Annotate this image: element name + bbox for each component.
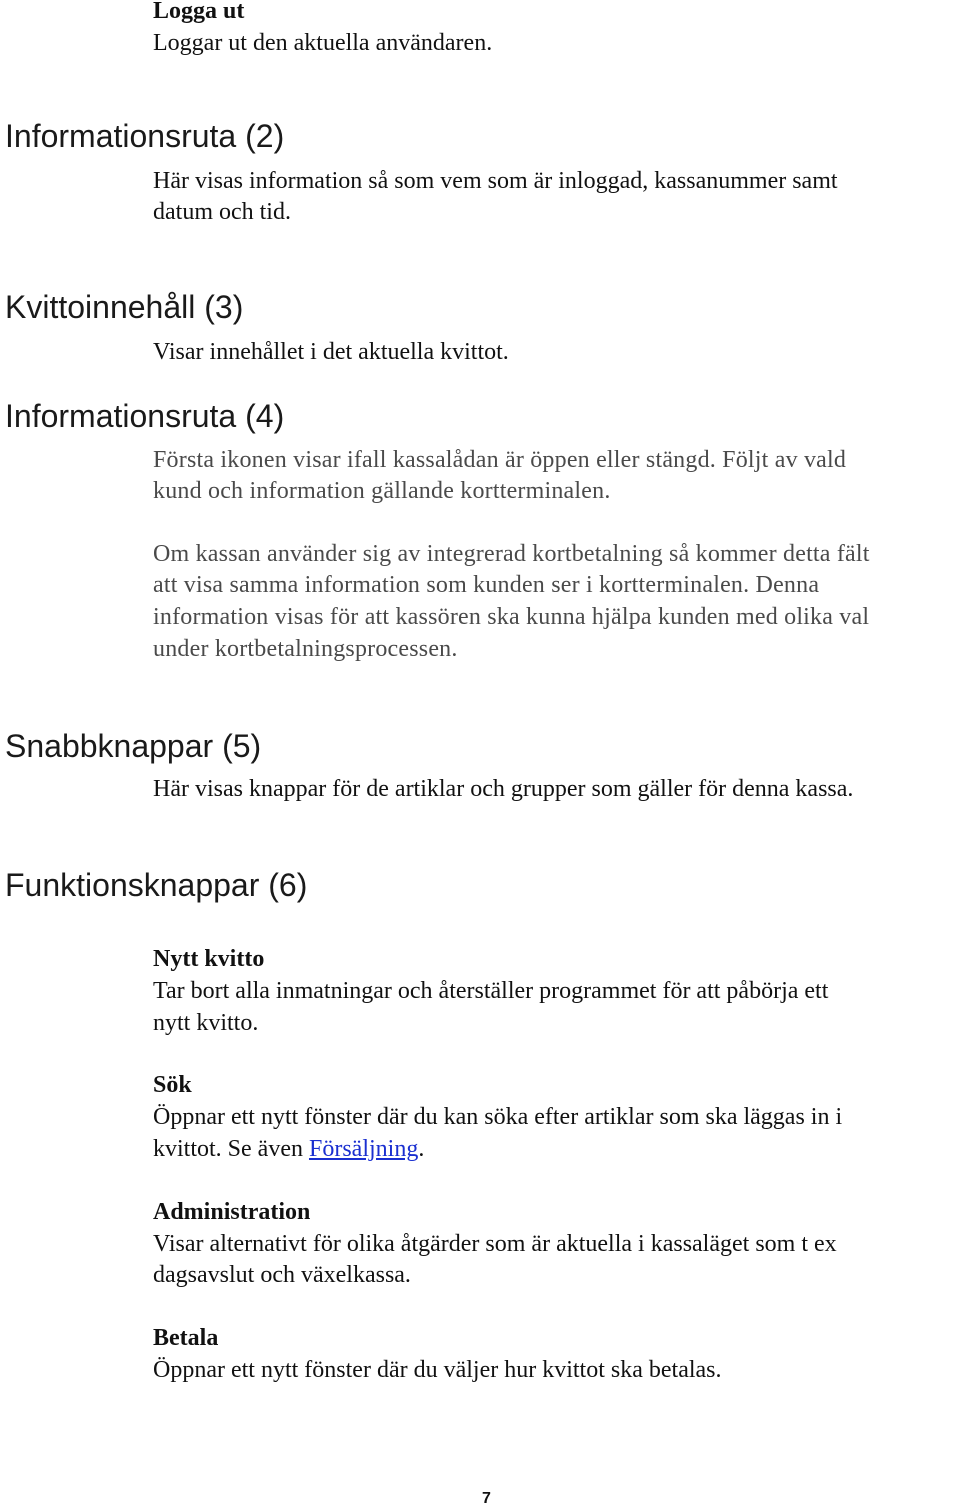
info-box-4-p2-line4: under kortbetalningsprocessen. xyxy=(153,636,458,662)
info-box-4-p2-line1: Om kassan använder sig av integrerad kortbetalning så kommer detta fält xyxy=(153,541,870,567)
info-box-4-p2-line3: information visas för att kassören ska kunna hjälpa kunden med olika val xyxy=(153,604,870,630)
administration-title: Administration xyxy=(153,1199,311,1225)
receipt-content-3-heading: Kvittoinnehåll (3) xyxy=(5,289,244,325)
search-title: Sök xyxy=(153,1072,192,1098)
function-buttons-6-heading: Funktionsknappar (6) xyxy=(5,867,308,903)
info-box-4-p2-line2: att visa samma information som kunden ser i kortterminalen. Denna xyxy=(153,572,820,598)
info-box-2-desc-line2: datum och tid. xyxy=(153,199,291,225)
sales-link[interactable]: Försäljning xyxy=(308,1136,419,1162)
info-box-4-p1-line1: Första ikonen visar ifall kassalådan är öppen eller stängd. Följt av vald xyxy=(153,447,847,473)
pay-title: Betala xyxy=(153,1325,219,1351)
info-box-2-desc-line1: Här visas information så som vem som är inloggad, kassanummer samt xyxy=(153,168,838,194)
logout-title: Logga ut xyxy=(153,0,245,24)
page-number: 7 xyxy=(482,1490,491,1507)
receipt-content-3-desc: Visar innehållet i det aktuella kvittot. xyxy=(153,339,509,365)
info-box-2-heading: Informationsruta (2) xyxy=(5,118,285,154)
search-desc-line2 xyxy=(153,1134,958,1165)
quick-buttons-5-heading: Snabbknappar (5) xyxy=(5,728,262,764)
quick-buttons-5-desc: Här visas knappar för de artiklar och grupper som gäller för denna kassa. xyxy=(153,776,854,802)
new-receipt-title: Nytt kvitto xyxy=(153,946,265,972)
new-receipt-desc-line1: Tar bort alla inmatningar och återställer programmet för att påbörja ett xyxy=(153,978,829,1004)
logout-description: Loggar ut den aktuella användaren. xyxy=(153,30,493,56)
info-box-4-heading: Informationsruta (4) xyxy=(5,398,285,434)
search-desc-suffix: . xyxy=(418,1136,425,1162)
pay-desc-line1: Öppnar ett nytt fönster där du väljer hur kvittot ska betalas. xyxy=(153,1357,722,1383)
search-desc-line1: Öppnar ett nytt fönster där du kan söka efter artiklar som ska läggas in i xyxy=(153,1104,843,1130)
administration-desc-line2: dagsavslut och växelkassa. xyxy=(153,1262,411,1288)
search-desc-prefix: kvittot. Se även xyxy=(153,1136,309,1162)
info-box-4-p1-line2: kund och information gällande kortterminalen. xyxy=(153,478,611,504)
administration-desc-line1: Visar alternativt för olika åtgärder som är aktuella i kassaläget som t ex xyxy=(153,1231,837,1257)
new-receipt-desc-line2: nytt kvitto. xyxy=(153,1010,259,1036)
